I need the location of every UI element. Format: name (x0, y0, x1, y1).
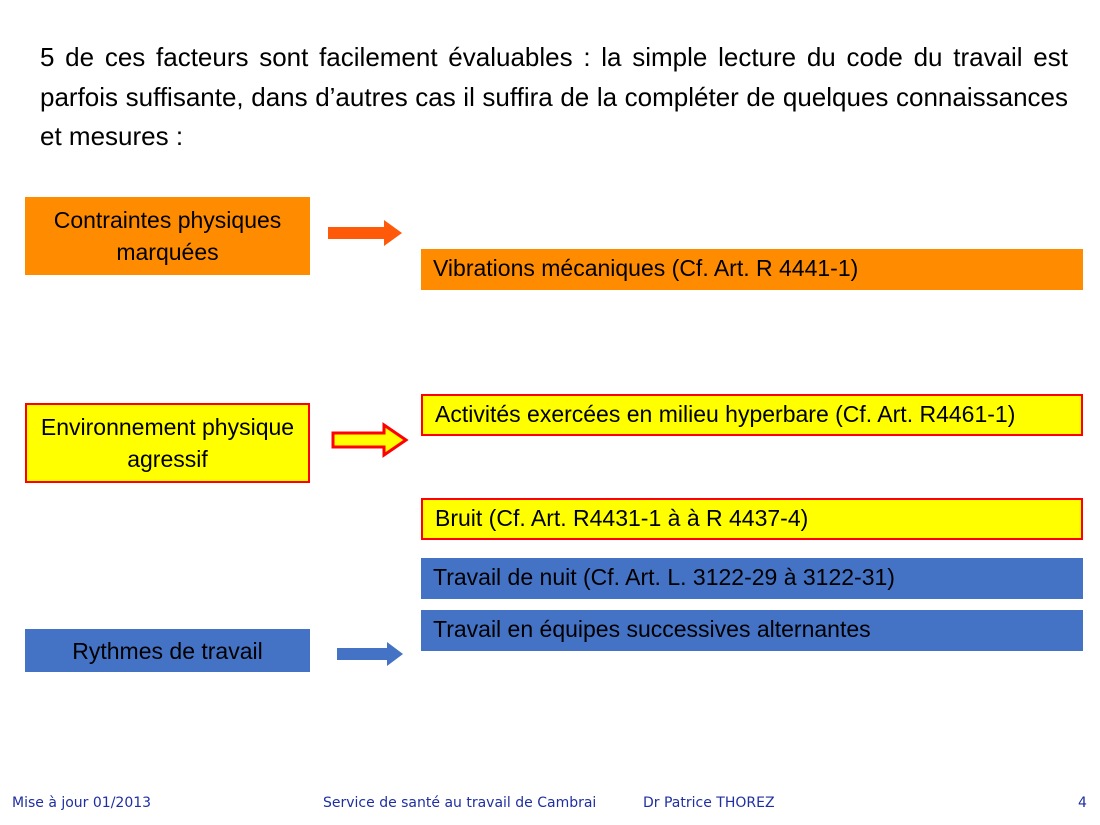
arrow-right-outline-icon (330, 422, 410, 458)
page-number: 4 (1078, 795, 1087, 811)
item-travail-de-nuit: Travail de nuit (Cf. Art. L. 3122-29 à 3122-31) (421, 558, 1083, 599)
category-aggressive-environment: Environnement physique agressif (25, 403, 310, 483)
arrow-right-orange-icon (326, 218, 406, 248)
footer-update-date: Mise à jour 01/2013 (12, 795, 152, 811)
category-physical-constraints: Contraintes physiques marquées (25, 197, 310, 275)
item-bruit: Bruit (Cf. Art. R4431-1 à à R 4437-4) (421, 498, 1083, 540)
footer-service-name: Service de santé au travail de Cambrai (323, 795, 597, 811)
footer-author: Dr Patrice THOREZ (643, 795, 775, 811)
item-vibrations: Vibrations mécaniques (Cf. Art. R 4441-1) (421, 249, 1083, 290)
item-hyperbare: Activités exercées en milieu hyperbare (Cf. Art. R4461-1) (421, 394, 1083, 436)
arrow-right-blue-icon (335, 640, 407, 668)
intro-text: 5 de ces facteurs sont facilement évaluables : la simple lecture du code du travail est parfois suffisante, dans d’autres cas il suffira de la compléter de quelques connaissances et mesures : (40, 42, 1068, 151)
item-equipes-alternantes: Travail en équipes successives alternantes (421, 610, 1083, 651)
category-work-rhythms: Rythmes de travail (25, 629, 310, 672)
